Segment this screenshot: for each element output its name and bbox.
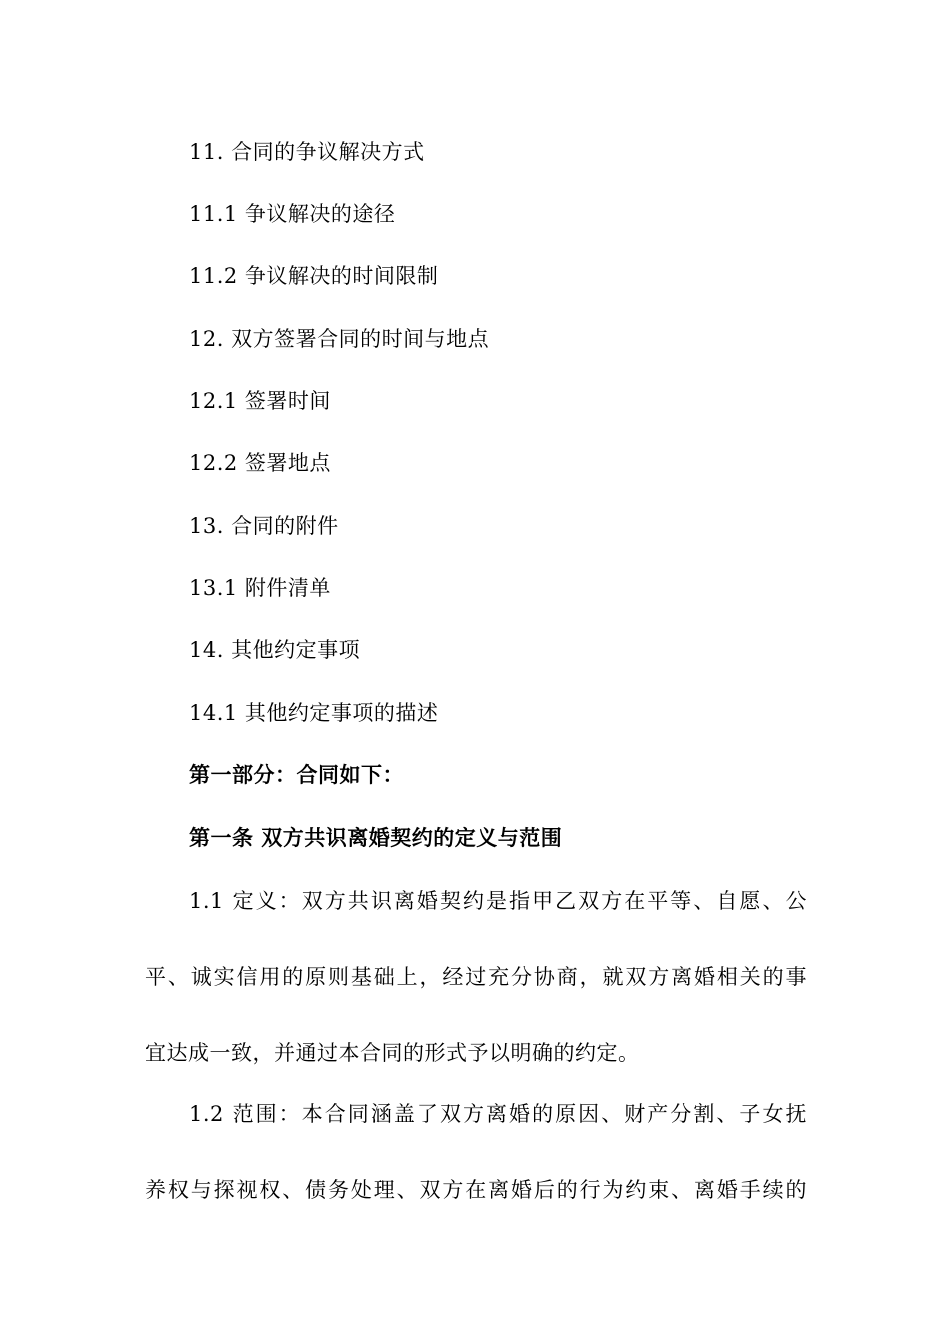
- paragraph-1-2-line-1: 1.2 范围：本合同涵盖了双方离婚的原因、财产分割、子女抚: [189, 1102, 807, 1126]
- article-one-heading: 第一条 双方共识离婚契约的定义与范围: [189, 826, 563, 850]
- toc-item-12: 12. 双方签署合同的时间与地点: [189, 327, 490, 351]
- paragraph-1-1-line-2: 平、诚实信用的原则基础上，经过充分协商，就双方离婚相关的事: [145, 965, 807, 989]
- paragraph-1-1-line-3: 宜达成一致，并通过本合同的形式予以明确的约定。: [145, 1041, 640, 1065]
- toc-item-13-1: 13.1 附件清单: [189, 576, 331, 600]
- toc-item-14: 14. 其他约定事项: [189, 638, 361, 662]
- toc-item-11: 11. 合同的争议解决方式: [189, 140, 425, 164]
- toc-item-11-2: 11.2 争议解决的时间限制: [189, 264, 439, 288]
- toc-item-12-2: 12.2 签署地点: [189, 451, 331, 475]
- paragraph-1-2-line-2: 养权与探视权、债务处理、双方在离婚后的行为约束、离婚手续的: [145, 1178, 807, 1202]
- toc-item-11-1: 11.1 争议解决的途径: [189, 202, 396, 226]
- toc-item-12-1: 12.1 签署时间: [189, 389, 331, 413]
- part-one-heading: 第一部分：合同如下：: [189, 763, 404, 787]
- paragraph-1-1-line-1: 1.1 定义：双方共识离婚契约是指甲乙双方在平等、自愿、公: [189, 889, 807, 913]
- toc-item-13: 13. 合同的附件: [189, 514, 339, 538]
- toc-item-14-1: 14.1 其他约定事项的描述: [189, 701, 439, 725]
